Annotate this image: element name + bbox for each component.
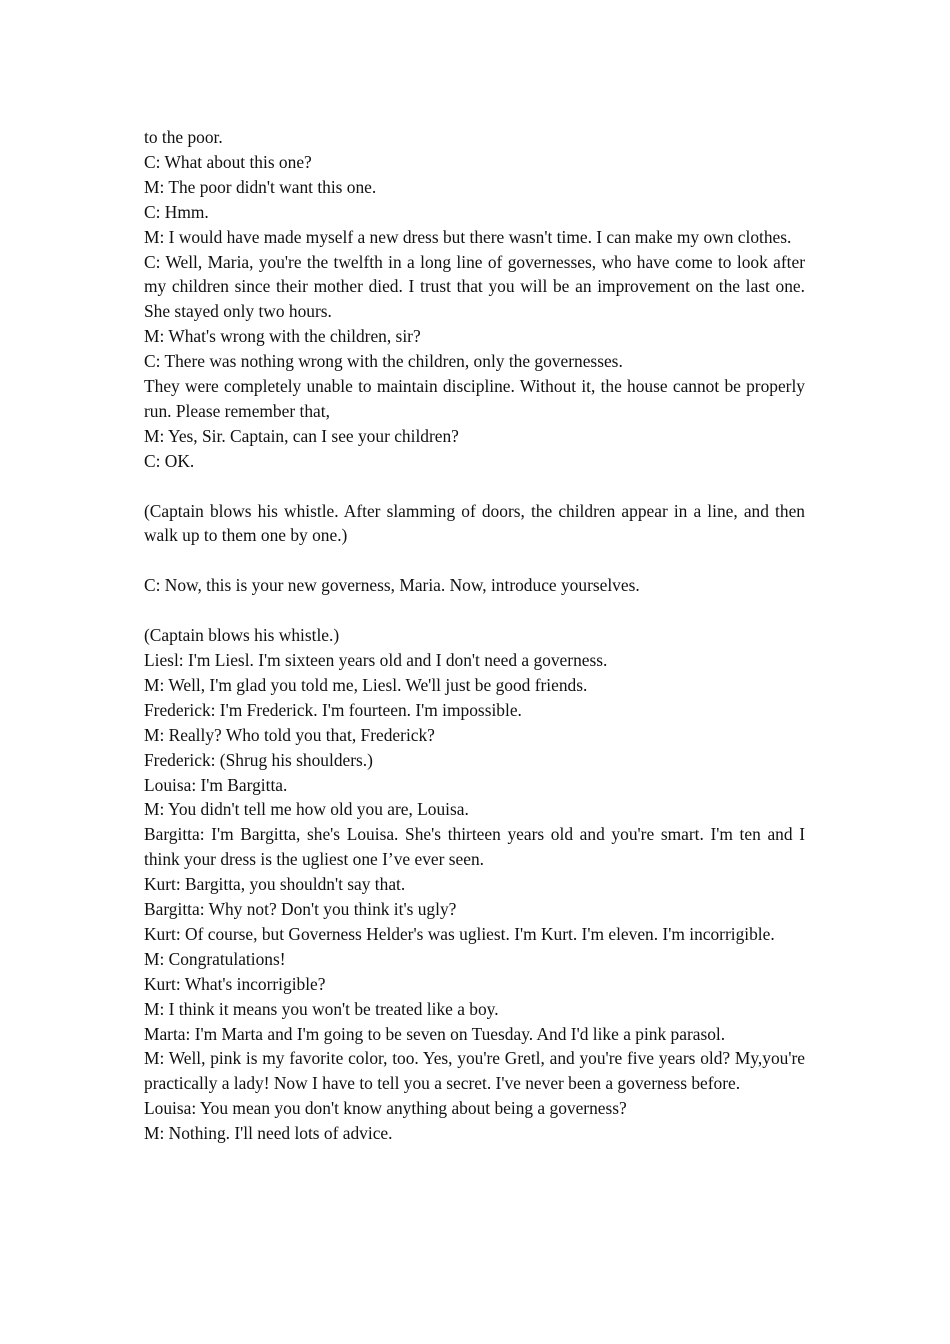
text-line: They were completely unable to maintain discipline. Without it, the house cannot be properly run. Please remember that, — [144, 376, 805, 421]
document-page — [144, 125, 805, 1146]
text-line: C: What about this one? — [144, 151, 312, 172]
text-line: M: Nothing. I'll need lots of advice. — [144, 1123, 393, 1144]
text-line: M: Congratulations! — [144, 948, 286, 969]
text-line: C: Well, Maria, you're the twelfth in a long line of governesses, who have come to look after my children since their mother died. I trust that you will be an improvement on the last one. She stayed only two hours. — [144, 251, 805, 322]
text-line: Frederick: I'm Frederick. I'm fourteen. I'm impossible. — [144, 699, 522, 720]
stage-direction: (Captain blows his whistle.) — [144, 625, 340, 646]
text-line: to the poor. — [144, 127, 223, 147]
text-line: M: You didn't tell me how old you are, Louisa. — [144, 799, 469, 820]
blank-line — [144, 548, 805, 573]
text-line: Kurt: Bargitta, you shouldn't say that. — [144, 874, 406, 895]
text-line: C: Hmm. — [144, 201, 209, 222]
text-line: Louisa: I'm Bargitta. — [144, 774, 288, 795]
text-line: Marta: I'm Marta and I'm going to be seven on Tuesday. And I'd like a pink parasol. — [144, 1023, 726, 1044]
text-line: Bargitta: Why not? Don't you think it's ugly? — [144, 899, 457, 920]
text-line: M: I would have made myself a new dress but there wasn't time. I can make my own clothes. — [144, 226, 792, 247]
text-line: C: OK. — [144, 450, 195, 471]
text-line: Frederick: (Shrug his shoulders.) — [144, 749, 373, 770]
text-line: M: I think it means you won't be treated like a boy. — [144, 998, 499, 1019]
blank-line — [144, 474, 805, 499]
text-line: M: Really? Who told you that, Frederick? — [144, 724, 435, 745]
text-line: Bargitta: I'm Bargitta, she's Louisa. She's thirteen years old and you're smart. I'm ten and I think your dress is the ugliest one I’ve ever seen. — [144, 824, 805, 870]
text-line: M: Yes, Sir. Captain, can I see your children? — [144, 425, 459, 446]
text-line: C: Now, this is your new governess, Maria. Now, introduce yourselves. — [144, 575, 640, 596]
text-line: M: What's wrong with the children, sir? — [144, 326, 421, 347]
text-line: Louisa: You mean you don't know anything about being a governess? — [144, 1098, 627, 1119]
stage-direction: (Captain blows his whistle. After slamming of doors, the children appear in a line, and then walk up to them one by one.) — [144, 500, 805, 546]
text-line: C: There was nothing wrong with the children, only the governesses. — [144, 351, 623, 372]
text-line: M: The poor didn't want this one. — [144, 176, 377, 197]
text-line: M: Well, pink is my favorite color, too. Yes, you're Gretl, and you're five years old? My,you're practically a lady! Now I have to tell you a secret. I've never been a governess before. — [144, 1048, 805, 1094]
text-line: Liesl: I'm Liesl. I'm sixteen years old and I don't need a governess. — [144, 649, 608, 670]
blank-line — [144, 598, 805, 623]
text-line: M: Well, I'm glad you told me, Liesl. We'll just be good friends. — [144, 674, 588, 695]
text-line: Kurt: Of course, but Governess Helder's was ugliest. I'm Kurt. I'm eleven. I'm incorrigible. — [144, 923, 775, 944]
text-line: Kurt: What's incorrigible? — [144, 973, 326, 994]
